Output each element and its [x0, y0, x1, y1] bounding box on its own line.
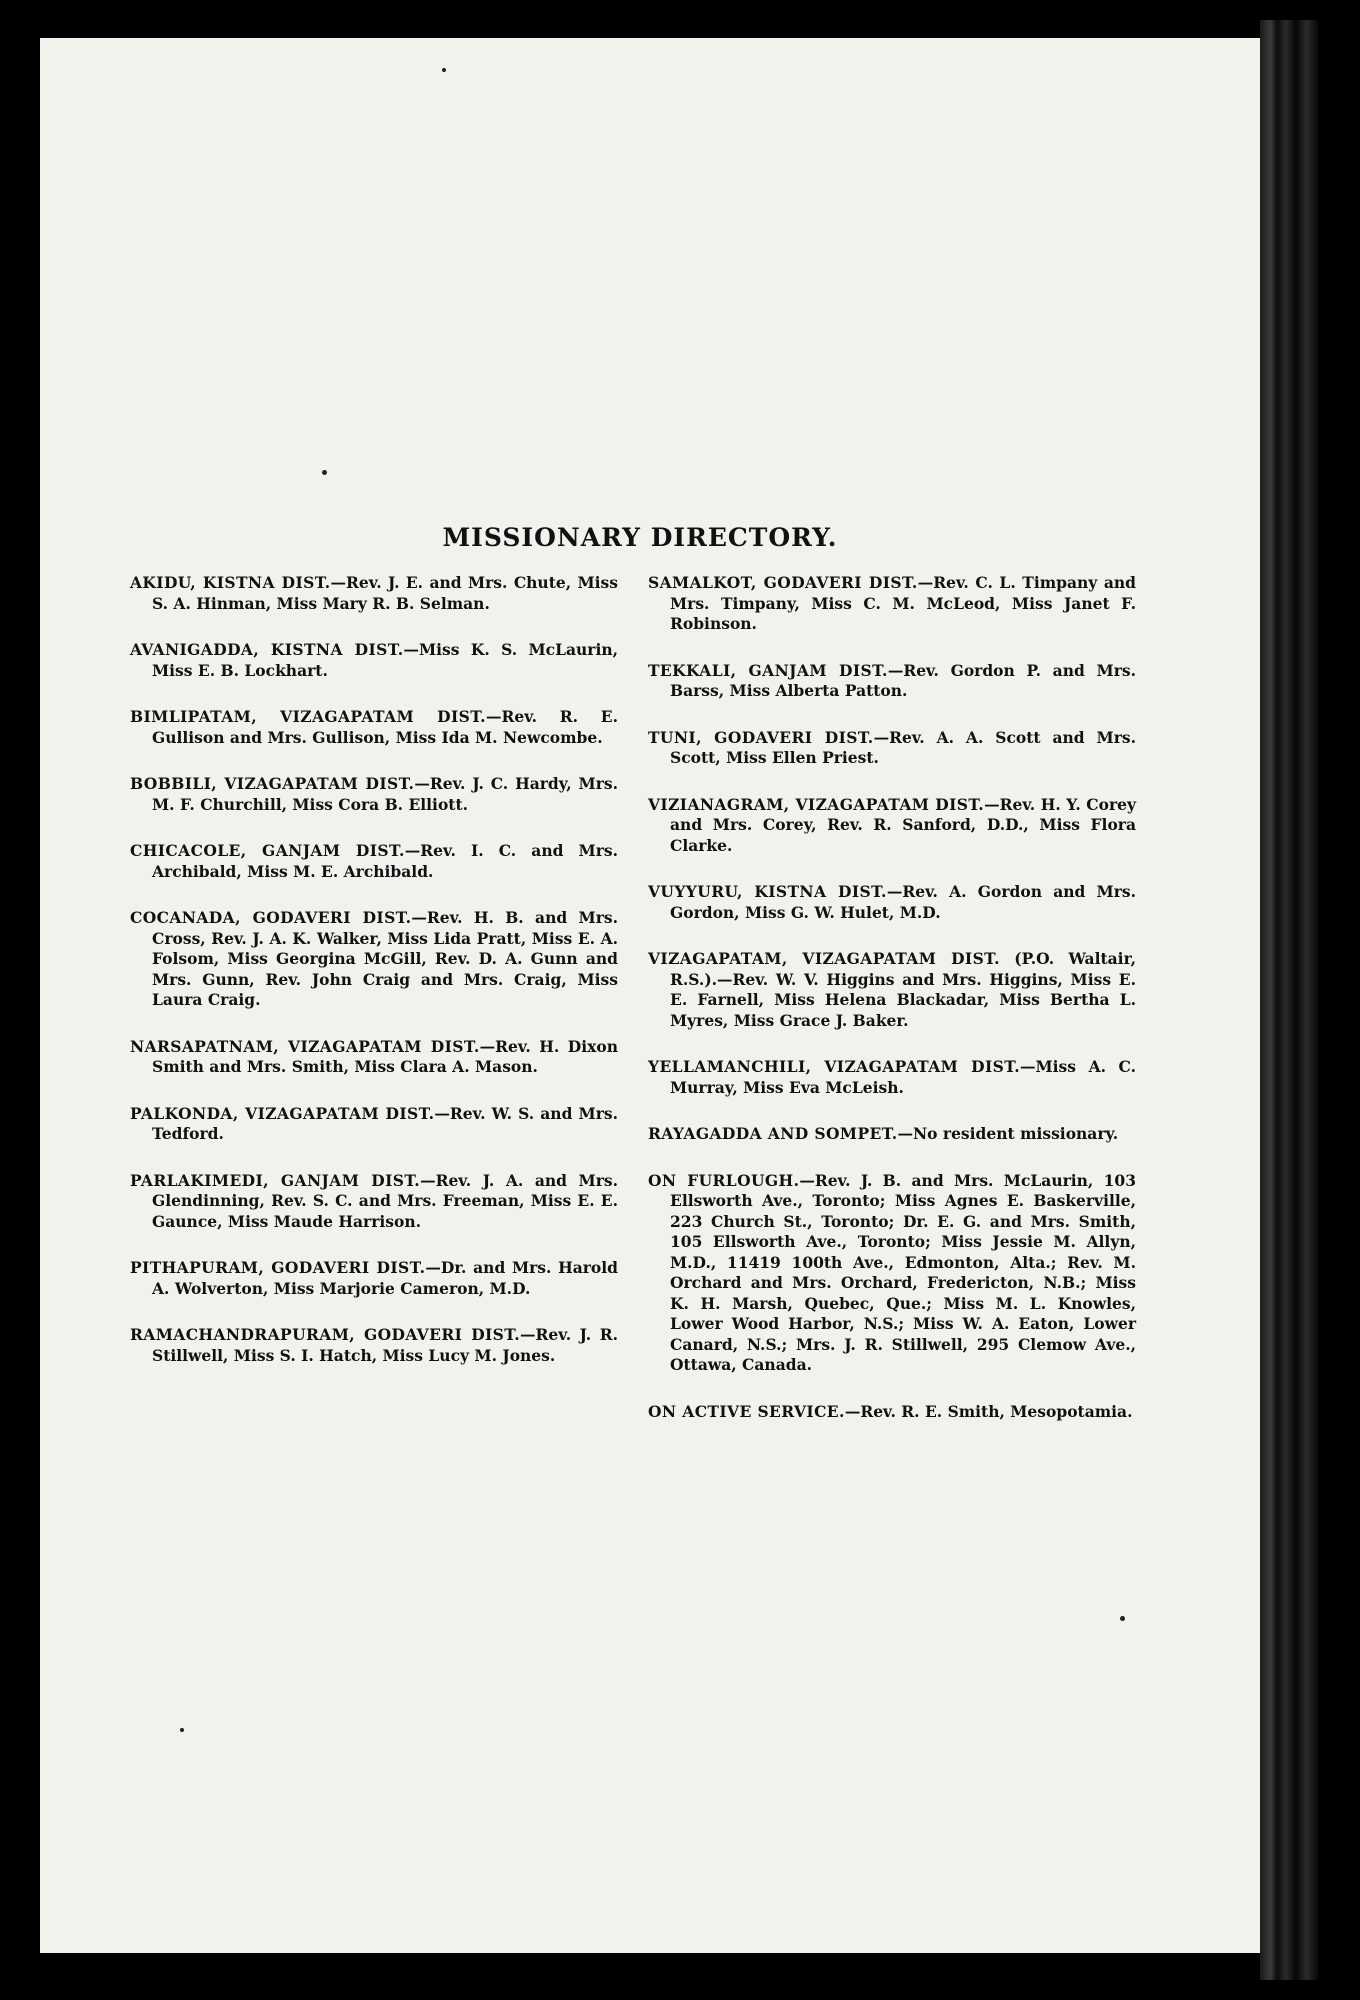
missionary-names: —Rev. A. A. Scott and Mrs. Scott, Miss Ellen Priest.	[670, 727, 1136, 767]
station-name: BIMLIPATAM, VIZAGAPATAM DIST.	[130, 707, 486, 726]
missionary-names: —Rev. J. A. and Mrs. Glendinning, Rev. S. C. and Mrs. Freeman, Miss E. E. Gaunce, Miss Maude Harrison.	[152, 1170, 618, 1231]
missionary-names: —Rev. J. B. and Mrs. McLaurin, 103 Ellsworth Ave., Toronto; Miss Agnes E. Baskerville, 223 Church St., Toronto; Dr. E. G. and Mrs. Smith, 105 Ellsworth Ave., Toronto; Miss Jessie M. Allyn, M.D., 11419 100th Ave., Edmonton, Alta.; Rev. M. Orchard and Mrs. Orchard, Fredericton, N.B.; Miss K. H. Marsh, Quebec, Que.; Miss M. L. Knowles, Lower Wood Harbor, N.S.; Miss W. A. Eaton, Lower Canard, N.S.; Mrs. J. R. Stillwell, 295 Clemow Ave., Ottawa, Canada.	[670, 1170, 1136, 1374]
station-name: COCANADA, GODAVERI DIST.	[130, 908, 412, 927]
station-name: BOBBILI, VIZAGAPATAM DIST.	[130, 774, 415, 793]
scan-speck	[180, 1728, 184, 1732]
directory-entry	[648, 1171, 1136, 1376]
station-name: AVANIGADDA, KISTNA DIST.	[130, 640, 404, 659]
station-name: PALKONDA, VIZAGAPATAM DIST.	[130, 1103, 435, 1123]
directory-entry	[130, 1258, 618, 1299]
directory-entry	[130, 1104, 618, 1145]
station-name: NARSAPATNAM, VIZAGAPATAM DIST.	[130, 1036, 480, 1056]
missionary-names: —Rev. Gordon P. and Mrs. Barss, Miss Alberta Patton.	[670, 660, 1136, 700]
directory-entry	[648, 949, 1136, 1031]
missionary-names: —Rev. H. Dixon Smith and Mrs. Smith, Miss Clara A. Mason.	[152, 1036, 618, 1076]
station-name: PITHAPURAM, GODAVERI DIST.	[130, 1258, 426, 1277]
directory-entry	[130, 1037, 618, 1078]
missionary-names: —Rev. R. E. Smith, Mesopotamia.	[844, 1401, 1133, 1421]
missionary-names: (P.O. Waltair, R.S.).—Rev. W. V. Higgins and Mrs. Higgins, Miss E. E. Farnell, Miss Helena Blackadar, Miss Bertha L. Myres, Miss Grace J. Baker.	[670, 949, 1137, 1030]
missionary-names: —Rev. A. Gordon and Mrs. Gordon, Miss G. W. Hulet, M.D.	[670, 882, 1136, 922]
directory-entry	[130, 908, 618, 1011]
station-name: ON ACTIVE SERVICE.	[648, 1401, 845, 1421]
missionary-names: —Rev. R. E. Gullison and Mrs. Gullison, Miss Ida M. Newcombe.	[152, 707, 618, 747]
station-name: PARLAKIMEDI, GANJAM DIST.	[130, 1170, 421, 1190]
missionary-names: —Rev. C. L. Timpany and Mrs. Timpany, Miss C. M. McLeod, Miss Janet F. Robinson.	[670, 573, 1136, 633]
directory-entry	[130, 573, 618, 614]
directory-entry	[648, 1124, 1136, 1145]
station-name: VIZAGAPATAM, VIZAGAPATAM DIST.	[648, 949, 1000, 968]
directory-entry	[130, 707, 618, 748]
station-name: VIZIANAGRAM, VIZAGAPATAM DIST.	[648, 794, 985, 814]
directory-entry	[130, 1325, 618, 1366]
scan-speck	[322, 470, 327, 475]
directory-entry	[648, 728, 1136, 769]
station-name: TEKKALI, GANJAM DIST.	[648, 660, 888, 680]
directory-entry	[648, 882, 1136, 923]
missionary-names: —Rev. J. C. Hardy, Mrs. M. F. Churchill, Miss Cora B. Elliott.	[152, 774, 619, 814]
directory-entry	[130, 774, 618, 815]
station-name: SAMALKOT, GODAVERI DIST.	[648, 573, 918, 592]
missionary-names: —Rev. I. C. and Mrs. Archibald, Miss M. E. Archibald.	[152, 841, 618, 881]
station-name: RAMACHANDRAPURAM, GODAVERI DIST.	[130, 1325, 521, 1344]
directory-entry	[648, 1057, 1136, 1098]
scan-speck	[442, 68, 446, 72]
scan-border	[1318, 0, 1360, 2000]
missionary-names: —Rev. J. R. Stillwell, Miss S. I. Hatch, Miss Lucy M. Jones.	[152, 1325, 618, 1365]
station-name: ON FURLOUGH.	[648, 1170, 800, 1190]
missionary-names: —Dr. and Mrs. Harold A. Wolverton, Miss Marjorie Cameron, M.D.	[152, 1258, 618, 1298]
missionary-names: —Miss A. C. Murray, Miss Eva McLeish.	[670, 1057, 1136, 1097]
missionary-names: —No resident missionary.	[897, 1124, 1119, 1143]
scan-speck	[1120, 1616, 1125, 1621]
directory-entry	[130, 1171, 618, 1233]
directory-entry	[648, 661, 1136, 702]
missionary-names: —Rev. J. E. and Mrs. Chute, Miss S. A. Hinman, Miss Mary R. B. Selman.	[152, 573, 618, 613]
directory-entry	[648, 573, 1136, 635]
directory-entry	[130, 640, 618, 681]
page-title: MISSIONARY DIRECTORY.	[442, 523, 838, 552]
station-name: AKIDU, KISTNA DIST.	[130, 573, 331, 592]
directory-entry	[648, 795, 1136, 857]
right-column	[648, 573, 1136, 1448]
missionary-names: —Miss K. S. McLaurin, Miss E. B. Lockhart.	[152, 640, 619, 680]
station-name: TUNI, GODAVERI DIST.	[648, 727, 874, 747]
directory-entry	[648, 1402, 1136, 1423]
left-column	[130, 573, 618, 1392]
missionary-names: —Rev. H. B. and Mrs. Cross, Rev. J. A. K. Walker, Miss Lida Pratt, Miss E. A. Folsom, Miss Georgina McGill, Rev. D. A. Gunn and Mrs. Gunn, Rev. John Craig and Mrs. Craig, Miss Laura Craig.	[152, 908, 618, 1009]
directory-entry	[130, 841, 618, 882]
missionary-names: —Rev. H. Y. Corey and Mrs. Corey, Rev. R. Sanford, D.D., Miss Flora Clarke.	[670, 794, 1137, 855]
scanned-page	[40, 38, 1260, 1953]
station-name: CHICACOLE, GANJAM DIST.	[130, 841, 405, 860]
book-spine	[1260, 20, 1318, 1980]
station-name: VUYYURU, KISTNA DIST.	[648, 882, 887, 901]
station-name: YELLAMANCHILI, VIZAGAPATAM DIST.	[648, 1057, 1021, 1076]
station-name: RAYAGADDA AND SOMPET.	[648, 1124, 898, 1143]
missionary-names: —Rev. W. S. and Mrs. Tedford.	[152, 1103, 618, 1143]
